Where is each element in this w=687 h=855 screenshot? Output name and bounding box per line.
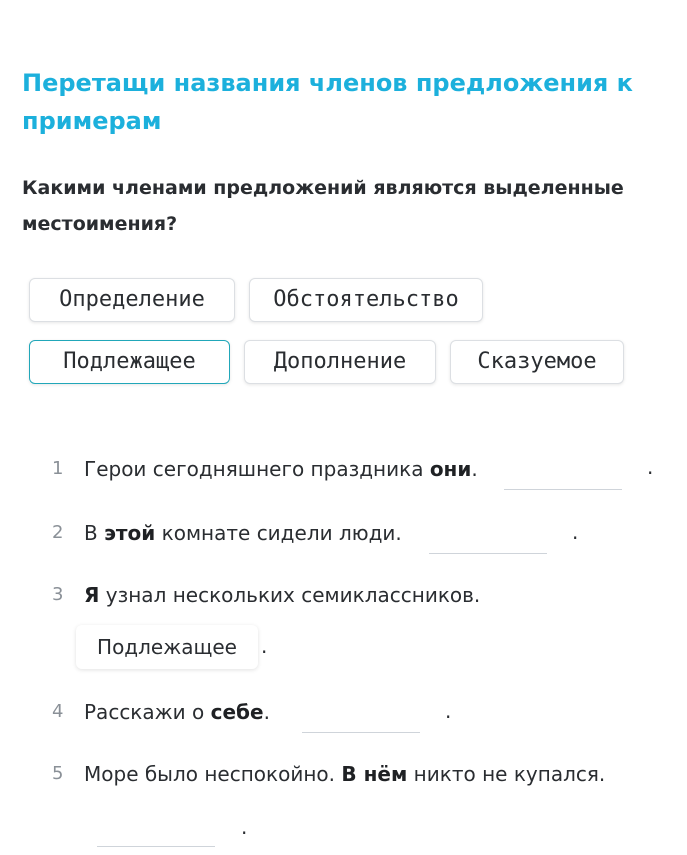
highlighted-pronoun: В нём bbox=[341, 762, 408, 786]
sentence-text: В bbox=[84, 521, 105, 545]
highlighted-pronoun: себе bbox=[210, 700, 264, 724]
highlighted-pronoun: этой bbox=[104, 521, 156, 545]
task-question: Какими членами предложений являются выделенные местоимения? bbox=[22, 177, 624, 235]
exercise-sentence bbox=[84, 581, 480, 609]
option-chip-podlezhashchee[interactable]: Подлежащее bbox=[29, 340, 230, 384]
exercise-number: 2 bbox=[52, 522, 64, 543]
option-chip-opredelenie[interactable]: Определение bbox=[29, 278, 235, 322]
sentence-text: . bbox=[263, 700, 270, 724]
answer-slot-3-filled-chip[interactable]: Подлежащее bbox=[76, 625, 258, 669]
sentence-text: узнал нескольких семиклассников. bbox=[99, 583, 481, 607]
highlighted-pronoun: Я bbox=[84, 583, 100, 607]
sentence-end-period: . bbox=[647, 455, 654, 479]
answer-drop-slot-1[interactable] bbox=[504, 455, 622, 490]
option-chip-skazuemoe[interactable]: Сказуемое bbox=[450, 340, 624, 384]
answer-drop-slot-5[interactable] bbox=[97, 812, 215, 847]
answer-drop-slot-2[interactable] bbox=[429, 519, 547, 554]
task-title: Перетащи названия членов предложения к примерам bbox=[22, 69, 633, 135]
sentence-end-period: . bbox=[572, 520, 579, 544]
exercise-sentence bbox=[84, 519, 402, 547]
sentence-end-period: . bbox=[261, 634, 268, 658]
option-chip-obstoyatelstvo[interactable]: Обстоятельство bbox=[249, 278, 483, 322]
sentence-text: . bbox=[471, 457, 478, 481]
sentence-text: Герои сегодняшнего праздника bbox=[84, 457, 430, 481]
exercise-sentence bbox=[84, 698, 270, 726]
highlighted-pronoun: они bbox=[429, 457, 472, 481]
exercise-number: 5 bbox=[52, 763, 64, 784]
option-chip-dopolnenie[interactable]: Дополнение bbox=[244, 340, 436, 384]
exercise-number: 1 bbox=[52, 458, 64, 479]
exercise-sentence bbox=[84, 455, 478, 483]
sentence-text: комнате сидели люди. bbox=[155, 521, 402, 545]
sentence-end-period: . bbox=[445, 699, 452, 723]
sentence-text: Море было неспокойно. bbox=[84, 762, 342, 786]
exercise-number: 4 bbox=[52, 701, 64, 722]
exercise-sentence bbox=[84, 760, 605, 788]
sentence-text: никто не купался. bbox=[407, 762, 606, 786]
answer-drop-slot-4[interactable] bbox=[302, 698, 420, 733]
sentence-text: Расскажи о bbox=[84, 700, 211, 724]
exercise-number: 3 bbox=[52, 584, 64, 605]
sentence-end-period: . bbox=[241, 815, 248, 839]
